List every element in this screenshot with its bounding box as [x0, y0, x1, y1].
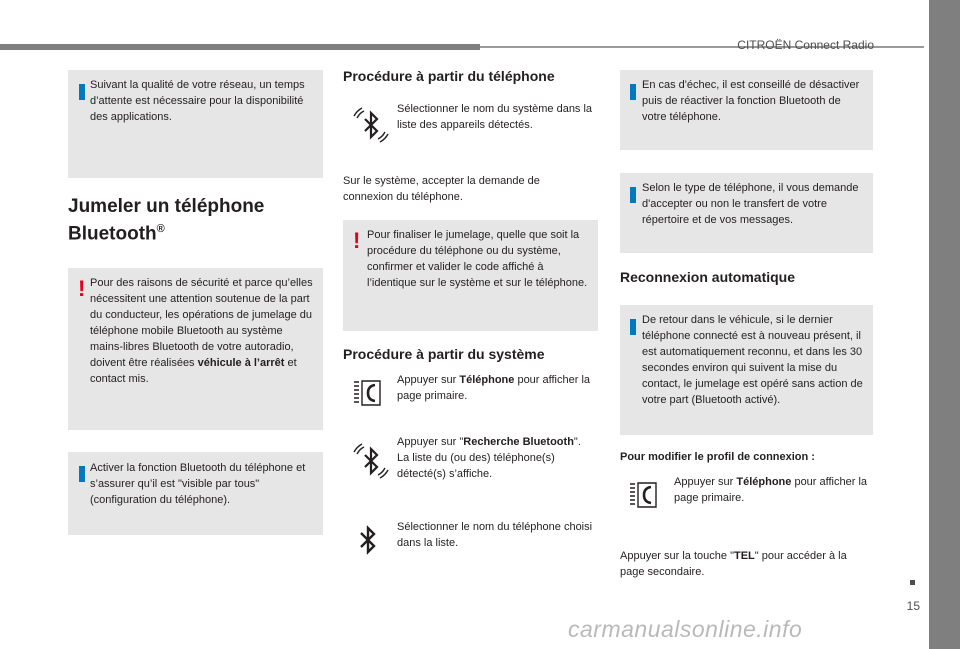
warning-icon: ! [78, 276, 86, 301]
page-title-line1: Jumeler un téléphone [68, 196, 265, 217]
bluetooth-search-icon [352, 442, 390, 480]
step-select-text: Sélectionner le nom du téléphone choisi dans la liste. [397, 521, 593, 549]
info-icon [79, 84, 85, 100]
page-number: 15 [906, 599, 920, 613]
info-failure-text: En cas d'échec, il est conseillé de désactiver puis de réactiver la fonction Bluetooth de votre téléphone. [642, 79, 860, 123]
profile-step-bold: Téléphone [736, 476, 792, 488]
page-mark [910, 580, 915, 585]
profile-step-post: pour afficher la page primaire. [674, 476, 868, 504]
warning-text-bold: véhicule à l’arrêt [197, 357, 285, 369]
warning-text-part2: et contact mis. [90, 357, 297, 385]
warning-pairing-text: Pour finaliser le jumelage, quelle que soit la procédure du téléphone ou du système, confirmer et valider le code affiché à l’identique sur le système et sur le téléphone. [367, 229, 588, 289]
warning-box-pairing [343, 220, 598, 331]
bluetooth-icon [357, 524, 379, 556]
step-search-text [397, 434, 597, 482]
step-search-post: ". [573, 436, 581, 448]
section-title-phone: Procédure à partir du téléphone [343, 68, 555, 84]
step-search-line2: La liste du (ou des) téléphone(s) détecté(s) s’affiche. [397, 452, 555, 480]
warning-safety-text [90, 275, 318, 387]
bluetooth-search-icon [352, 106, 390, 144]
profile-step-phone-text [674, 474, 874, 506]
section-title-system: Procédure à partir du système [343, 346, 545, 362]
header-title: CITROËN Connect Radio [737, 38, 874, 52]
phone-icon [350, 376, 384, 410]
registered-mark: ® [156, 223, 165, 235]
step-phone-post: pour afficher la page primaire. [397, 374, 591, 402]
tel-step-pre: Appuyer sur la touche " [620, 550, 734, 562]
profile-title: Pour modifier le profil de connexion : [620, 451, 815, 463]
info-icon [630, 84, 636, 100]
info-network-text: Suivant la qualité de votre réseau, un temps d’attente est nécessaire pour la disponibilité des applications. [90, 79, 305, 123]
info-box-activate [68, 452, 323, 535]
tel-step-bold: TEL [733, 550, 755, 562]
header-bar [0, 44, 480, 50]
warning-text-part1: Pour des raisons de sécurité et parce qu’elles nécessitent une attention soutenue de la part du conducteur, les opérations de jumelage du téléphone mobile Bluetooth au système mains-libres Bluetooth de votre autoradio, doivent être réalisées [90, 277, 313, 369]
tel-step-post: " pour accéder à la page secondaire. [620, 550, 847, 578]
step-phone-bold: Téléphone [459, 374, 515, 386]
info-activate-text: Activer la fonction Bluetooth du téléphone et s’assurer qu’il est "visible par tous" (configuration du téléphone). [90, 462, 306, 506]
phone-step1-text: Sélectionner le nom du système dans la liste des appareils détectés. [397, 103, 593, 131]
tel-step-text [620, 548, 873, 580]
step-search-pre: Appuyer sur " [397, 436, 464, 448]
info-box-type [620, 173, 873, 253]
info-box-reconnect [620, 305, 873, 435]
info-icon [630, 319, 636, 335]
step-phone-pre: Appuyer sur [397, 374, 460, 386]
profile-step-pre: Appuyer sur [674, 476, 737, 488]
info-type-text: Selon le type de téléphone, il vous demande d'accepter ou non le transfert de votre répertoire et de vos messages. [642, 182, 859, 226]
step-search-bold: Recherche Bluetooth [463, 436, 574, 448]
page-title-line2: Bluetooth [68, 223, 157, 245]
phone-icon [626, 478, 660, 512]
warning-box-safety [68, 268, 323, 430]
step-phone-text [397, 372, 597, 404]
info-reconnect-text: De retour dans le véhicule, si le dernier téléphone connecté est à nouveau présent, il est automatiquement reconnu, et dans les 30 secondes environ qui suivent la mise du contact, le jumelage est opéré sans action de votre part (Bluetooth activé). [642, 314, 863, 406]
info-box-network [68, 70, 323, 178]
side-band [929, 0, 960, 649]
warning-icon: ! [353, 228, 361, 253]
info-icon [630, 187, 636, 203]
section-title-reconnect: Reconnexion automatique [620, 269, 796, 285]
info-box-failure [620, 70, 873, 150]
watermark: carmanualsonline.info [568, 616, 803, 642]
page-title [68, 196, 323, 245]
info-icon [79, 466, 85, 482]
phone-accept-text: Sur le système, accepter la demande de connexion du téléphone. [343, 175, 540, 203]
